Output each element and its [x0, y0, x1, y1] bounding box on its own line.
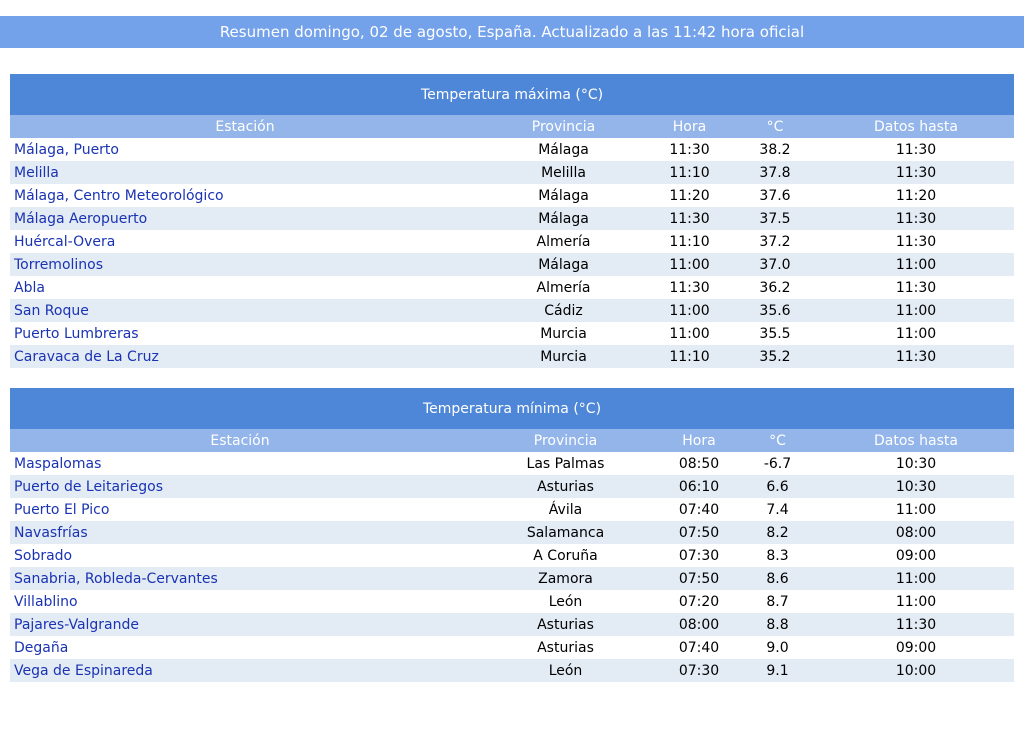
- data-until-cell: 11:30: [818, 138, 1014, 161]
- station-link[interactable]: Villablino: [10, 590, 470, 613]
- province-cell: Asturias: [470, 475, 661, 498]
- min-temperature-table: [10, 388, 1014, 682]
- table-row: [10, 345, 1014, 368]
- temperature-cell: 35.5: [732, 322, 818, 345]
- temperature-cell: 38.2: [732, 138, 818, 161]
- time-cell: 07:20: [661, 590, 737, 613]
- time-cell: 11:30: [647, 276, 732, 299]
- temperature-cell: 9.0: [737, 636, 818, 659]
- station-link[interactable]: Torremolinos: [10, 253, 480, 276]
- table-row: [10, 636, 1014, 659]
- station-link[interactable]: Vega de Espinareda: [10, 659, 470, 682]
- province-cell: León: [470, 659, 661, 682]
- station-link[interactable]: Pajares-Valgrande: [10, 613, 470, 636]
- time-cell: 11:20: [647, 184, 732, 207]
- col-header-data-until: Datos hasta: [818, 429, 1014, 452]
- temperature-cell: 8.6: [737, 567, 818, 590]
- province-cell: A Coruña: [470, 544, 661, 567]
- temperature-cell: 37.6: [732, 184, 818, 207]
- data-until-cell: 11:00: [818, 322, 1014, 345]
- table-row: [10, 498, 1014, 521]
- station-link[interactable]: San Roque: [10, 299, 480, 322]
- temperature-cell: 9.1: [737, 659, 818, 682]
- time-cell: 08:00: [661, 613, 737, 636]
- province-cell: Málaga: [480, 138, 647, 161]
- data-until-cell: 11:30: [818, 613, 1014, 636]
- table-row: [10, 659, 1014, 682]
- station-link[interactable]: Sanabria, Robleda-Cervantes: [10, 567, 470, 590]
- data-until-cell: 11:00: [818, 567, 1014, 590]
- col-header-data-until: Datos hasta: [818, 115, 1014, 138]
- temperature-cell: 8.7: [737, 590, 818, 613]
- province-cell: Zamora: [470, 567, 661, 590]
- station-link[interactable]: Puerto de Leitariegos: [10, 475, 470, 498]
- col-header-temperature: °C: [732, 115, 818, 138]
- province-cell: Málaga: [480, 253, 647, 276]
- table-row: [10, 613, 1014, 636]
- table-row: [10, 184, 1014, 207]
- data-until-cell: 10:30: [818, 452, 1014, 475]
- province-cell: Murcia: [480, 345, 647, 368]
- time-cell: 11:00: [647, 322, 732, 345]
- station-link[interactable]: Málaga, Puerto: [10, 138, 480, 161]
- time-cell: 07:50: [661, 567, 737, 590]
- col-header-province: Provincia: [470, 429, 661, 452]
- time-cell: 11:10: [647, 161, 732, 184]
- province-cell: Murcia: [480, 322, 647, 345]
- table-row: [10, 590, 1014, 613]
- time-cell: 11:30: [647, 138, 732, 161]
- data-until-cell: 11:00: [818, 299, 1014, 322]
- temperature-cell: 8.8: [737, 613, 818, 636]
- time-cell: 06:10: [661, 475, 737, 498]
- temperature-cell: 8.3: [737, 544, 818, 567]
- station-link[interactable]: Caravaca de La Cruz: [10, 345, 480, 368]
- station-link[interactable]: Puerto El Pico: [10, 498, 470, 521]
- station-link[interactable]: Degaña: [10, 636, 470, 659]
- province-cell: Asturias: [470, 613, 661, 636]
- summary-banner: Resumen domingo, 02 de agosto, España. Actualizado a las 11:42 hora oficial: [0, 16, 1024, 48]
- province-cell: León: [470, 590, 661, 613]
- data-until-cell: 11:30: [818, 230, 1014, 253]
- temperature-cell: 8.2: [737, 521, 818, 544]
- province-cell: Almería: [480, 230, 647, 253]
- temperature-cell: 7.4: [737, 498, 818, 521]
- temperature-cell: 37.2: [732, 230, 818, 253]
- data-until-cell: 08:00: [818, 521, 1014, 544]
- data-until-cell: 09:00: [818, 544, 1014, 567]
- data-until-cell: 11:20: [818, 184, 1014, 207]
- time-cell: 11:00: [647, 299, 732, 322]
- min-table-title: Temperatura mínima (°C): [10, 388, 1014, 429]
- time-cell: 08:50: [661, 452, 737, 475]
- time-cell: 07:40: [661, 636, 737, 659]
- province-cell: Melilla: [480, 161, 647, 184]
- col-header-temperature: °C: [737, 429, 818, 452]
- data-until-cell: 11:00: [818, 590, 1014, 613]
- province-cell: Salamanca: [470, 521, 661, 544]
- station-link[interactable]: Melilla: [10, 161, 480, 184]
- time-cell: 07:30: [661, 659, 737, 682]
- table-row: [10, 299, 1014, 322]
- data-until-cell: 10:00: [818, 659, 1014, 682]
- station-link[interactable]: Puerto Lumbreras: [10, 322, 480, 345]
- time-cell: 11:10: [647, 345, 732, 368]
- province-cell: Cádiz: [480, 299, 647, 322]
- time-cell: 07:40: [661, 498, 737, 521]
- table-row: [10, 230, 1014, 253]
- time-cell: 07:30: [661, 544, 737, 567]
- time-cell: 11:00: [647, 253, 732, 276]
- col-header-station: Estación: [10, 429, 470, 452]
- temperature-cell: 35.2: [732, 345, 818, 368]
- time-cell: 07:50: [661, 521, 737, 544]
- table-row: [10, 475, 1014, 498]
- province-cell: Almería: [480, 276, 647, 299]
- station-link[interactable]: Abla: [10, 276, 480, 299]
- data-until-cell: 11:30: [818, 207, 1014, 230]
- province-cell: Asturias: [470, 636, 661, 659]
- table-row: [10, 276, 1014, 299]
- station-link[interactable]: Navasfrías: [10, 521, 470, 544]
- table-row: [10, 161, 1014, 184]
- temperature-cell: -6.7: [737, 452, 818, 475]
- max-table-title: Temperatura máxima (°C): [10, 74, 1014, 115]
- province-cell: Málaga: [480, 184, 647, 207]
- data-until-cell: 09:00: [818, 636, 1014, 659]
- temperature-cell: 37.8: [732, 161, 818, 184]
- temperature-cell: 36.2: [732, 276, 818, 299]
- table-row: [10, 322, 1014, 345]
- data-until-cell: 10:30: [818, 475, 1014, 498]
- temperature-cell: 35.6: [732, 299, 818, 322]
- province-cell: Ávila: [470, 498, 661, 521]
- table-row: [10, 544, 1014, 567]
- time-cell: 11:30: [647, 207, 732, 230]
- table-row: [10, 138, 1014, 161]
- data-until-cell: 11:30: [818, 161, 1014, 184]
- col-header-station: Estación: [10, 115, 480, 138]
- data-until-cell: 11:30: [818, 345, 1014, 368]
- station-link[interactable]: Huércal-Overa: [10, 230, 480, 253]
- station-link[interactable]: Málaga, Centro Meteorológico: [10, 184, 480, 207]
- col-header-time: Hora: [647, 115, 732, 138]
- max-temperature-table: [10, 74, 1014, 368]
- col-header-province: Provincia: [480, 115, 647, 138]
- province-cell: Málaga: [480, 207, 647, 230]
- temperature-cell: 37.0: [732, 253, 818, 276]
- province-cell: Las Palmas: [470, 452, 661, 475]
- table-row: [10, 452, 1014, 475]
- col-header-time: Hora: [661, 429, 737, 452]
- station-link[interactable]: Málaga Aeropuerto: [10, 207, 480, 230]
- data-until-cell: 11:30: [818, 276, 1014, 299]
- data-until-cell: 11:00: [818, 253, 1014, 276]
- temperature-cell: 6.6: [737, 475, 818, 498]
- table-row: [10, 253, 1014, 276]
- temperature-cell: 37.5: [732, 207, 818, 230]
- station-link[interactable]: Sobrado: [10, 544, 470, 567]
- time-cell: 11:10: [647, 230, 732, 253]
- table-row: [10, 207, 1014, 230]
- station-link[interactable]: Maspalomas: [10, 452, 470, 475]
- data-until-cell: 11:00: [818, 498, 1014, 521]
- table-row: [10, 567, 1014, 590]
- table-row: [10, 521, 1014, 544]
